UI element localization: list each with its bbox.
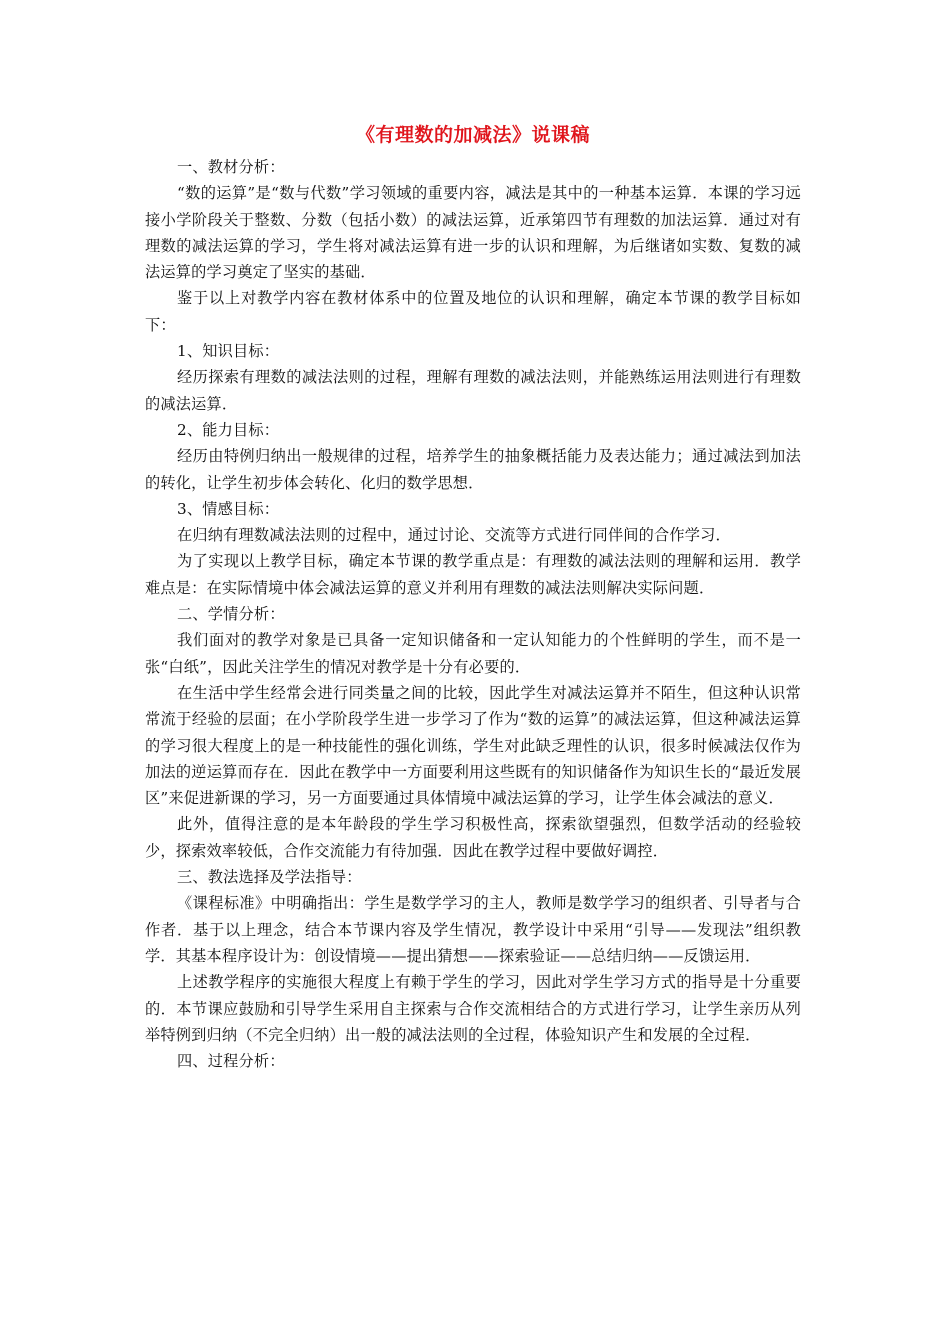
- document-page: [145, 120, 801, 1074]
- paragraph: 我们面对的教学对象是已具备一定知识储备和一定认知能力的个性鲜明的学生，而不是一张“白纸”，因此关注学生的情况对教学是十分有必要的．: [145, 631, 801, 676]
- paragraph: 为了实现以上教学目标，确定本节课的教学重点是：有理数的减法法则的理解和运用．教学难点是：在实际情境中体会减法运算的意义并利用有理数的减法法则解决实际问题．: [145, 552, 801, 597]
- paragraph: 在生活中学生经常会进行同类量之间的比较，因此学生对减法运算并不陌生，但这种认识常常流于经验的层面；在小学阶段学生进一步学习了作为“数的运算”的减法运算，但这种减法运算的学习很大程度上的是一种技能性的强化训练，学生对此缺乏理性的认识，很多时候减法仅作为加法的逆运算而存在．因此在教学中一方面要利用这些既有的知识储备作为知识生长的“最近发展区”来促进新课的学习，另一方面要通过具体情境中减法运算的学习，让学生体会减法的意义．: [145, 683, 801, 808]
- paragraph: 鉴于以上对教学内容在教材体系中的位置及地位的认识和理解，确定本节课的教学目标如下：: [145, 289, 801, 334]
- subheading-ability-goal: 2、能力目标：: [177, 420, 280, 439]
- section-heading-student-analysis: 二、学情分析：: [177, 605, 285, 624]
- paragraph: 经历探索有理数的减法法则的过程，理解有理数的减法法则，并能熟练运用法则进行有理数的减法运算．: [145, 368, 801, 413]
- section-heading-textbook-analysis: 一、教材分析：: [177, 158, 285, 176]
- document-title: 《有理数的加减法》说课稿: [355, 124, 590, 146]
- paragraph: 《课程标准》中明确指出：学生是数学学习的主人，教师是数学学习的组织者、引导者与合作者．基于以上理念，结合本节课内容及学生情况，教学设计中采用“引导——发现法”组织教学．其基本程序设计为：创设情境——提出猜想——探索验证——总结归纳——反馈运用．: [145, 894, 801, 965]
- section-heading-teaching-method: 三、教法选择及学法指导：: [177, 868, 362, 887]
- paragraph: 在归纳有理数减法法则的过程中，通过讨论、交流等方式进行同伴间的合作学习．: [177, 526, 731, 545]
- paragraph: “数的运算”是“数与代数”学习领域的重要内容，减法是其中的一种基本运算．本课的学习远接小学阶段关于整数、分数（包括小数）的减法运算，近承第四节有理数的加法运算．通过对有理数的减法运算的学习，学生将对减法运算有进一步的认识和理解，为后继诸如实数、复数的减法运算的学习奠定了坚实的基础．: [145, 184, 801, 282]
- paragraph: 经历由特例归纳出一般规律的过程，培养学生的抽象概括能力及表达能力；通过减法到加法的转化，让学生初步体会转化、化归的数学思想．: [145, 447, 801, 492]
- subheading-emotion-goal: 3、情感目标：: [177, 499, 280, 518]
- section-heading-process-analysis: 四、过程分析：: [177, 1052, 285, 1071]
- paragraph: 此外，值得注意的是本年龄段的学生学习积极性高，探索欲望强烈，但数学活动的经验较少，探索效率较低，合作交流能力有待加强．因此在教学过程中要做好调控．: [145, 815, 801, 860]
- paragraph: 上述教学程序的实施很大程度上有赖于学生的学习，因此对学生学习方式的指导是十分重要的．本节课应鼓励和引导学生采用自主探索与合作交流相结合的方式进行学习，让学生亲历从列举特例到归纳（不完全归纳）出一般的减法法则的全过程，体验知识产生和发展的全过程．: [145, 973, 801, 1044]
- subheading-knowledge-goal: 1、知识目标：: [177, 342, 280, 361]
